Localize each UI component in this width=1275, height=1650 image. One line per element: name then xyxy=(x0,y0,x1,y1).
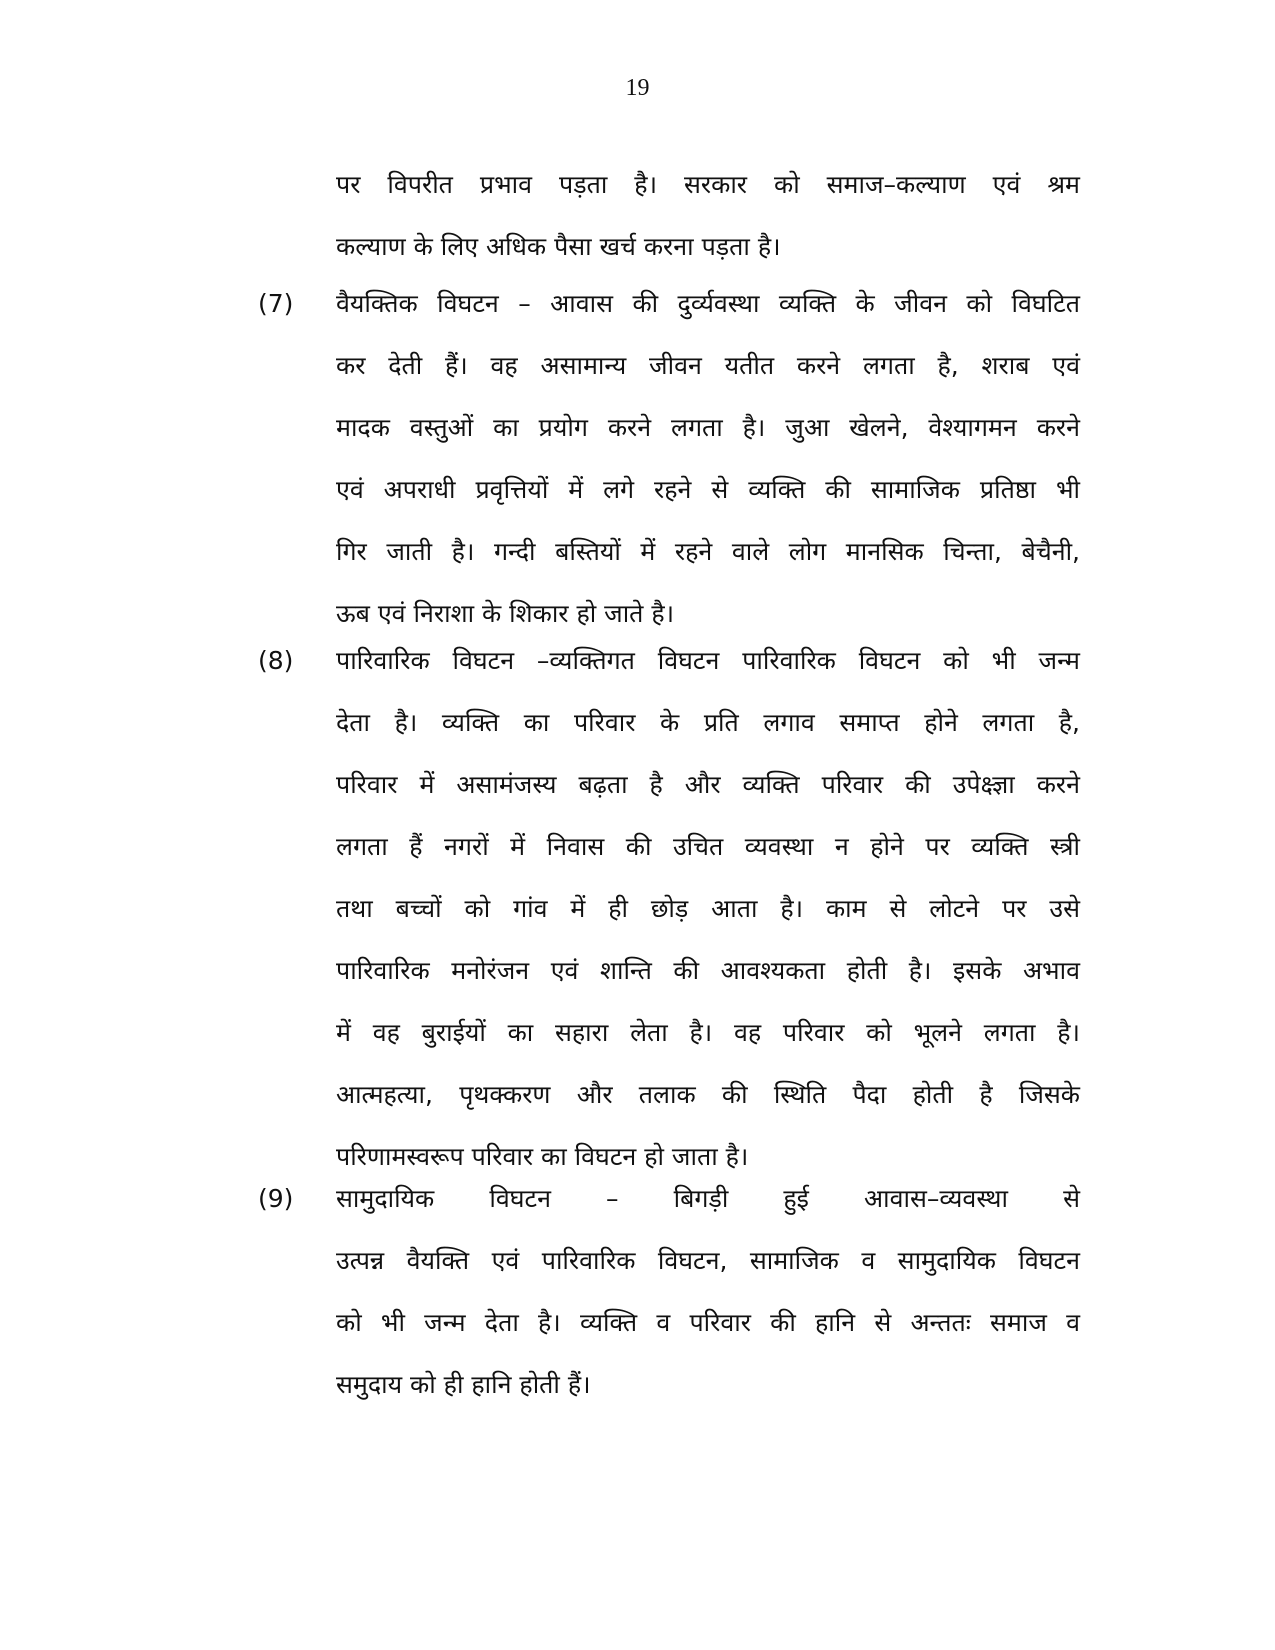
text-line: उत्पन्न वैयक्ति एवं पारिवारिक विघटन, सामाजिक व सामुदायिक विघटन xyxy=(336,1246,1080,1275)
text-line: देता है। व्यक्ति का परिवार के प्रति लगाव समाप्त होने लगता है, xyxy=(336,708,1080,737)
item-number-9: (9) xyxy=(258,1184,294,1213)
item-7-paragraph xyxy=(336,273,1080,645)
text-line: आत्महत्या, पृथक्करण और तलाक की स्थिति पैदा होती है जिसके xyxy=(336,1080,1080,1109)
text-line: पारिवारिक विघटन –व्यक्तिगत विघटन पारिवारिक विघटन को भी जन्म xyxy=(336,646,1080,675)
item-number-8: (8) xyxy=(258,646,294,675)
continuation-paragraph xyxy=(336,154,1080,278)
item-number-7: (7) xyxy=(258,289,294,318)
text-line: समुदाय को ही हानि होती हैं। xyxy=(336,1370,591,1399)
text-line: परिवार में असामंजस्य बढ़ता है और व्यक्ति परिवार की उपेक्ष्ज्ञा करने xyxy=(336,770,1080,799)
text-line: तथा बच्चों को गांव में ही छोड़ आता है। काम से लोटने पर उसे xyxy=(336,894,1080,923)
page-number: 19 xyxy=(625,75,650,101)
text-line: पर विपरीत प्रभाव पड़ता है। सरकार को समाज–कल्याण एवं श्रम xyxy=(336,170,1080,199)
text-line: पारिवारिक मनोरंजन एवं शान्ति की आवश्यकता होती है। इसके अभाव xyxy=(336,956,1080,985)
text-line: कर देती हैं। वह असामान्य जीवन यतीत करने लगता है, शराब एवं xyxy=(336,351,1080,380)
text-line: लगता हैं नगरों में निवास की उचित व्यवस्था न होने पर व्यक्ति स्त्री xyxy=(336,832,1080,861)
text-line: एवं अपराधी प्रवृत्तियों में लगे रहने से व्यक्ति की सामाजिक प्रतिष्ठा भी xyxy=(336,475,1080,504)
text-line: गिर जाती है। गन्दी बस्तियों में रहने वाले लोग मानसिक चिन्ता, बेचैनी, xyxy=(336,537,1080,566)
text-line: को भी जन्म देता है। व्यक्ति व परिवार की हानि से अन्ततः समाज व xyxy=(336,1308,1080,1337)
text-line: परिणामस्वरूप परिवार का विघटन हो जाता है। xyxy=(336,1142,749,1171)
text-line: ऊब एवं निराशा के शिकार हो जाते है। xyxy=(336,599,675,628)
text-line: सामुदायिक विघटन – बिगड़ी हुई आवास–व्यवस्था से xyxy=(336,1184,1080,1213)
item-9-paragraph xyxy=(336,1168,1080,1416)
text-line: मादक वस्तुओं का प्रयोग करने लगता है। जुआ खेलने, वेश्यागमन करने xyxy=(336,413,1080,442)
text-line: वैयक्तिक विघटन – आवास की दुर्व्यवस्था व्यक्ति के जीवन को विघटित xyxy=(336,289,1080,318)
text-line: में वह बुराईयों का सहारा लेता है। वह परिवार को भूलने लगता है। xyxy=(336,1018,1080,1047)
item-8-paragraph xyxy=(336,630,1080,1188)
text-line: कल्याण के लिए अधिक पैसा खर्च करना पड़ता है। xyxy=(336,232,781,261)
